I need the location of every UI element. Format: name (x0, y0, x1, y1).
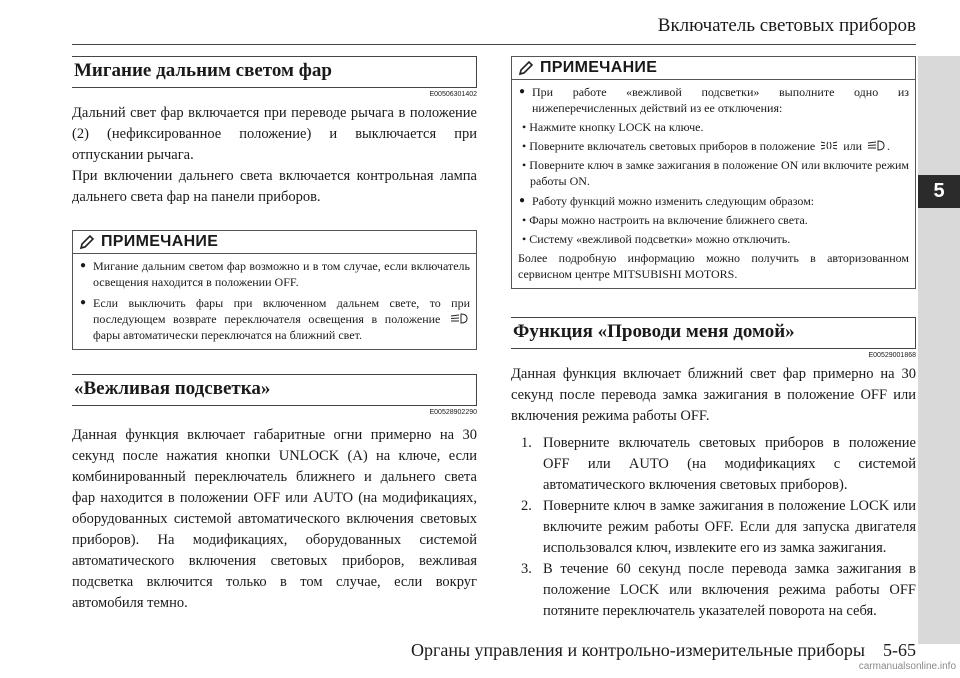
note-bullet (79, 295, 470, 343)
step-item (521, 433, 916, 496)
note-label: ПРИМЕЧАНИЕ (101, 233, 219, 250)
page-number: 5-65 (883, 640, 916, 660)
note-bullet (518, 193, 909, 209)
paragraph: Дальний свет фар включается при переводе рычага в положение (2) (нефиксированное положение) и выключается при отпускании рычага. (72, 105, 477, 163)
header-tick (915, 318, 917, 348)
step-text: В течение 60 секунд после перевода замка зажигания в положение LOCK или включения режима работы OFF потяните переключатель указателей поворота на себя. (543, 561, 916, 619)
left-column (72, 56, 477, 614)
header-title: Включатель световых приборов (657, 15, 916, 36)
section-title: Функция «Проводи меня домой» (513, 321, 795, 342)
paragraph: Данная функция включает ближний свет фар примерно на 30 секунд после перевода замка зажигания в положение OFF или включения режима работы OFF. (511, 366, 916, 424)
watermark[interactable]: carmanualsonline.info (858, 661, 956, 672)
step-item (521, 496, 916, 559)
section-code: E00506301402 (429, 91, 477, 98)
note-box (511, 56, 916, 289)
pencil-icon (518, 60, 534, 76)
note-header (512, 57, 915, 79)
page-footer (411, 640, 916, 661)
step-number: 2. (521, 498, 532, 514)
section-header-courtesy (72, 374, 477, 406)
pencil-icon (79, 234, 95, 250)
header-tick (476, 57, 478, 87)
steps-list (511, 433, 916, 622)
section-title: «Вежливая подсветка» (74, 378, 271, 399)
header-rule (72, 44, 916, 45)
note-text: Если выключить фары при включенном дальнем свете, то при последующем возврате переключателя освещения в положение (93, 296, 470, 326)
chapter-tab[interactable]: 5 (918, 175, 960, 208)
note-text: Работу функций можно изменить следующим образом: (532, 194, 815, 208)
note-label: ПРИМЕЧАНИЕ (540, 59, 658, 76)
section-title: Мигание дальним светом фар (74, 60, 332, 81)
step-text: Поверните ключ в замке зажигания в положение LOCK или включите режим работы OFF. Если для запуска двигателя использовался ключ, извлеките его из замка зажигания. (543, 498, 916, 556)
section-code: E00528902290 (429, 409, 477, 416)
step-item (521, 559, 916, 622)
note-body (512, 79, 915, 288)
paragraph: Данная функция включает габаритные огни примерно на 30 секунд после нажатия кнопки UNLOCK (A) на ключе, если комбинированный переключатель ближнего и дальнего света фар находится в положении OFF или AUTO (на модификациях, оборудованных системой автоматического включения световых приборов). На модификациях, оборудованных системой автоматического включения световых приборов, вежливая подсветка включится только в том случае, если вокруг автомобиля темно. (72, 427, 477, 611)
chapter-sidebar (918, 56, 960, 644)
note-text: или (843, 139, 863, 153)
note-header (73, 231, 476, 253)
note-subitem: • Фары можно настроить на включение ближнего света. (522, 213, 808, 227)
note-bullet (518, 84, 909, 116)
right-column (511, 56, 916, 622)
step-number: 3. (521, 561, 532, 577)
note-body (73, 253, 476, 349)
note-text: При работе «вежливой подсветки» выполните одно из нижеперечисленных действий из ее отключения: (532, 85, 909, 115)
section-code: E00529001868 (868, 352, 916, 359)
header-tick (476, 375, 478, 405)
note-box (72, 230, 477, 350)
note-text: Мигание дальним светом фар возможно и в том случае, если включатель освещения находится в положении OFF. (93, 259, 470, 289)
note-text: Более подробную информацию можно получить в авторизованном сервисном центре MITSUBISHI MOTORS. (518, 251, 909, 281)
note-text: . (887, 139, 891, 153)
note-subitem: • Нажмите кнопку LOCK на ключе. (522, 120, 704, 134)
step-text: Поверните включатель световых приборов в положение OFF или AUTO (на модификациях с системой автоматического включения световых приборов). (543, 435, 916, 493)
low-beam-icon (867, 140, 885, 151)
note-bullet (79, 258, 470, 290)
paragraph: При включении дальнего света включается контрольная лампа дальнего света фар на панели приборов. (72, 168, 477, 205)
note-subitem (518, 138, 909, 154)
parking-lamp-icon (820, 140, 838, 151)
low-beam-icon (450, 313, 468, 324)
note-subitem: • Систему «вежливой подсветки» можно отключить. (522, 232, 791, 246)
step-number: 1. (521, 435, 532, 451)
section-header-home (511, 317, 916, 349)
note-text: фары автоматически переключатся на ближний свет. (93, 328, 362, 342)
note-subitem: • Поверните ключ в замке зажигания в положение ON или включите режим работы ON. (522, 158, 909, 188)
note-text: • Поверните включатель световых приборов в положение (522, 139, 816, 153)
section-header-flash (72, 56, 477, 88)
footer-section: Органы управления и контрольно-измерительные приборы (410, 640, 865, 660)
